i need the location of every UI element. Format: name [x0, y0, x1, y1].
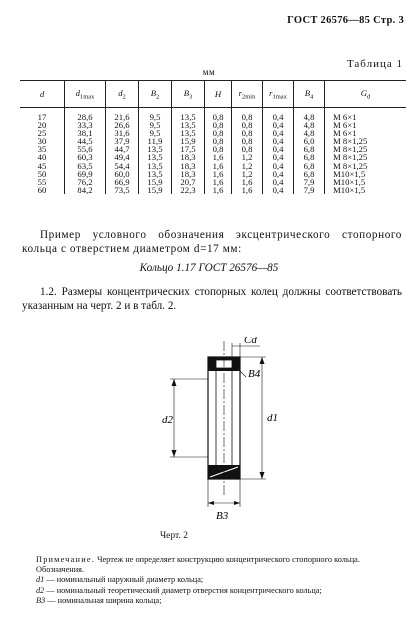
- example-paragraph: Пример условного обозначения эксцентрического стопорного кольца с отверстием диаметром d=17 мм:: [22, 229, 402, 255]
- table-cell-d2: 54,4: [106, 162, 139, 170]
- table-cell-h: 1,6: [205, 178, 232, 186]
- table-cell-gd: М 6×1: [325, 121, 407, 129]
- table-cell-d: 17: [37, 112, 47, 122]
- table-cell-h: 1,6: [205, 162, 232, 170]
- table-cell-b2: 9,5: [139, 108, 172, 122]
- table-cell-r2min: 0,8: [232, 137, 263, 145]
- drawing-2: [148, 337, 298, 525]
- note-block: [22, 555, 402, 606]
- table-cell-b3: 18,3: [172, 153, 205, 161]
- legend-symbol: d1: [36, 575, 45, 585]
- table-cell-r2min: 0,8: [232, 121, 263, 129]
- table-cell-gd: М10×1,5: [325, 178, 407, 186]
- table-cell-r1max: 0,4: [263, 186, 294, 194]
- table-cell-d: 30: [37, 136, 47, 147]
- table-cell-b2: 9,5: [139, 121, 172, 129]
- table-cell-gd: М10×1,5: [325, 170, 407, 178]
- table-cell-d1max: 55,6: [65, 145, 106, 153]
- example-designation: Кольцо 1.17 ГОСТ 26576—85: [139, 262, 279, 274]
- label-d1: d1: [267, 412, 278, 424]
- figure-caption: Черт. 2: [160, 531, 188, 541]
- table-cell-r2min: 0,8: [232, 129, 263, 137]
- table-cell-b3: 18,3: [172, 162, 205, 170]
- table-cell-r2min: 1,2: [232, 162, 263, 170]
- col-header-b3: $B_3$: [172, 81, 205, 108]
- dimensions-table: [20, 80, 406, 194]
- table-cell-r2min: 0,8: [232, 108, 263, 122]
- table-cell-b4: 6,8: [294, 153, 325, 161]
- table-cell-gd: М 6×1: [325, 129, 407, 137]
- table-cell-b3: 20,7: [172, 178, 205, 186]
- table-body: [20, 108, 406, 194]
- legend-text: — номинальная ширина кольца;: [47, 595, 162, 605]
- page-header: ГОСТ 26576—85 Стр. 3: [287, 15, 404, 26]
- table-cell-b2: 15,9: [139, 178, 172, 186]
- table-cell-b4: 6,8: [294, 145, 325, 153]
- table-cell-b4: 4,8: [294, 129, 325, 137]
- label-d2: d2: [162, 414, 173, 426]
- table-cell-r1max: 0,4: [263, 108, 294, 122]
- table-cell-d1max: 33,3: [65, 121, 106, 129]
- table-cell-b2: 9,5: [139, 129, 172, 137]
- table-cell-b3: 13,5: [172, 121, 205, 129]
- table-cell-b4: 6,0: [294, 137, 325, 145]
- table-cell-h: 1,6: [205, 170, 232, 178]
- table-cell-d: 20: [37, 120, 47, 131]
- col-header-d1max: $d_{1max}$: [65, 81, 106, 108]
- table-cell-b3: 15,9: [172, 137, 205, 145]
- legend-title: Обозначения.: [36, 565, 85, 575]
- table-cell-r2min: 1,2: [232, 170, 263, 178]
- table-title: Таблица 1: [346, 58, 403, 70]
- table-cell-b2: 15,9: [139, 186, 172, 194]
- table-cell-b2: 13,5: [139, 153, 172, 161]
- table-cell-b3: 18,3: [172, 170, 205, 178]
- table-row: [20, 186, 406, 194]
- table-cell-d2: 44,7: [106, 145, 139, 153]
- table-cell-h: 0,8: [205, 121, 232, 129]
- col-header-gd: $G_d$: [325, 81, 407, 108]
- table-cell-h: 0,8: [205, 108, 232, 122]
- table-cell-gd: М 8×1,25: [325, 162, 407, 170]
- table-cell-d1max: 76,2: [65, 178, 106, 186]
- table-cell-d1max: 44,5: [65, 137, 106, 145]
- table-cell-b4: 4,8: [294, 108, 325, 122]
- legend-symbol: B3: [36, 595, 46, 605]
- table-cell-d2: 26,6: [106, 121, 139, 129]
- table-cell-d2: 49,4: [106, 153, 139, 161]
- table-cell-gd: М 8×1,25: [325, 137, 407, 145]
- table-cell-d2: 66,9: [106, 178, 139, 186]
- table-cell-r1max: 0,4: [263, 170, 294, 178]
- clause-1-2: 1.2. Размеры концентрических стопорных колец должны соответствовать указанным на черт. 2 и в табл. 2.: [22, 286, 402, 312]
- table-cell-d: 50: [37, 168, 47, 179]
- table-cell-d1max: 84,2: [65, 186, 106, 194]
- b3-arrow-right: [234, 501, 240, 505]
- d2-arrow-top: [172, 379, 177, 386]
- d2-arrow-bottom: [172, 450, 177, 457]
- table-cell-d: 60: [37, 184, 47, 195]
- table-cell-d1max: 63,5: [65, 162, 106, 170]
- table-cell-b4: 6,8: [294, 162, 325, 170]
- table-cell-r1max: 0,4: [263, 153, 294, 161]
- table-cell-r2min: 1,2: [232, 153, 263, 161]
- label-b4: B4: [248, 368, 261, 380]
- legend-item: [22, 575, 402, 585]
- table-cell-b2: 11,9: [139, 137, 172, 145]
- table-cell-b4: 7,9: [294, 186, 325, 194]
- table-cell-b4: 6,8: [294, 170, 325, 178]
- table-cell-d1max: 69,9: [65, 170, 106, 178]
- note-paragraph: [22, 555, 402, 565]
- table-cell-r1max: 0,4: [263, 145, 294, 153]
- table-cell-d: 40: [37, 152, 47, 163]
- table-cell-d2: 21,6: [106, 108, 139, 122]
- col-header-b4: $B_4$: [294, 81, 325, 108]
- table-cell-b4: 4,8: [294, 121, 325, 129]
- b3-arrow-left: [208, 501, 214, 505]
- legend-item: [22, 586, 402, 596]
- table-cell-r1max: 0,4: [263, 129, 294, 137]
- table-cell-d: 45: [37, 160, 47, 171]
- table-cell-h: 0,8: [205, 129, 232, 137]
- table-cell-d1max: 38,1: [65, 129, 106, 137]
- table-cell-b3: 13,5: [172, 108, 205, 122]
- note-text: Чертеж не определяет конструкцию концентрического стопорного кольца.: [97, 555, 360, 564]
- table-cell-r2min: 1,6: [232, 186, 263, 194]
- table-cell-gd: М 6×1: [325, 108, 407, 122]
- table-cell-d2: 73,5: [106, 186, 139, 194]
- d1-arrow-top: [260, 357, 265, 364]
- col-header-r2min: $r_{2min}$: [232, 81, 263, 108]
- table-cell-h: 0,8: [205, 145, 232, 153]
- table-cell-b2: 13,5: [139, 170, 172, 178]
- table-cell-gd: М 8×1,25: [325, 153, 407, 161]
- table-cell-d2: 60,0: [106, 170, 139, 178]
- legend-text: — номинальный теоретический диаметр отверстия концентрического кольца;: [46, 585, 322, 595]
- table-cell-r2min: 1,6: [232, 178, 263, 186]
- col-header-h: H: [205, 81, 232, 108]
- table-cell-d2: 37,9: [106, 137, 139, 145]
- legend-list: [22, 575, 402, 606]
- table-cell-b3: 22,3: [172, 186, 205, 194]
- table-cell-d: 25: [37, 128, 47, 139]
- table-cell-r1max: 0,4: [263, 162, 294, 170]
- col-header-d: d: [20, 81, 65, 108]
- table-cell-r1max: 0,4: [263, 137, 294, 145]
- legend-symbol: d2: [36, 585, 45, 595]
- table-cell-d2: 31,6: [106, 129, 139, 137]
- table-cell-h: 1,6: [205, 186, 232, 194]
- table-row: [20, 108, 406, 122]
- table-cell-d1max: 60,3: [65, 153, 106, 161]
- table-cell-b4: 7,9: [294, 178, 325, 186]
- table-cell-d1max: 28,6: [65, 108, 106, 122]
- legend-item: [22, 596, 402, 606]
- note-label: Примечание.: [36, 555, 95, 564]
- table-cell-d: 35: [37, 144, 47, 155]
- legend-text: — номинальный наружный диаметр кольца;: [46, 575, 204, 585]
- table-cell-gd: М 8×1,25: [325, 145, 407, 153]
- d1-arrow-bottom: [260, 472, 265, 479]
- col-header-r1max: $r_{1max}$: [263, 81, 294, 108]
- table-unit: мм: [202, 67, 216, 77]
- label-cd: Cd: [244, 337, 257, 346]
- table-cell-gd: М10×1,5: [325, 186, 407, 194]
- table-cell-b3: 13,5: [172, 129, 205, 137]
- table-cell-b2: 13,5: [139, 145, 172, 153]
- table-cell-h: 0,8: [205, 137, 232, 145]
- table-header-row: [20, 81, 406, 108]
- col-header-d2: $d_2$: [106, 81, 139, 108]
- table-cell-b3: 17,5: [172, 145, 205, 153]
- label-b3: B3: [216, 510, 229, 522]
- table-cell-h: 1,6: [205, 153, 232, 161]
- table-cell-r2min: 0,8: [232, 145, 263, 153]
- table-cell-d: 55: [37, 176, 47, 187]
- table-cell-r1max: 0,4: [263, 121, 294, 129]
- table-cell-r1max: 0,4: [263, 178, 294, 186]
- col-header-b2: $B_2$: [139, 81, 172, 108]
- table-cell-b2: 13,5: [139, 162, 172, 170]
